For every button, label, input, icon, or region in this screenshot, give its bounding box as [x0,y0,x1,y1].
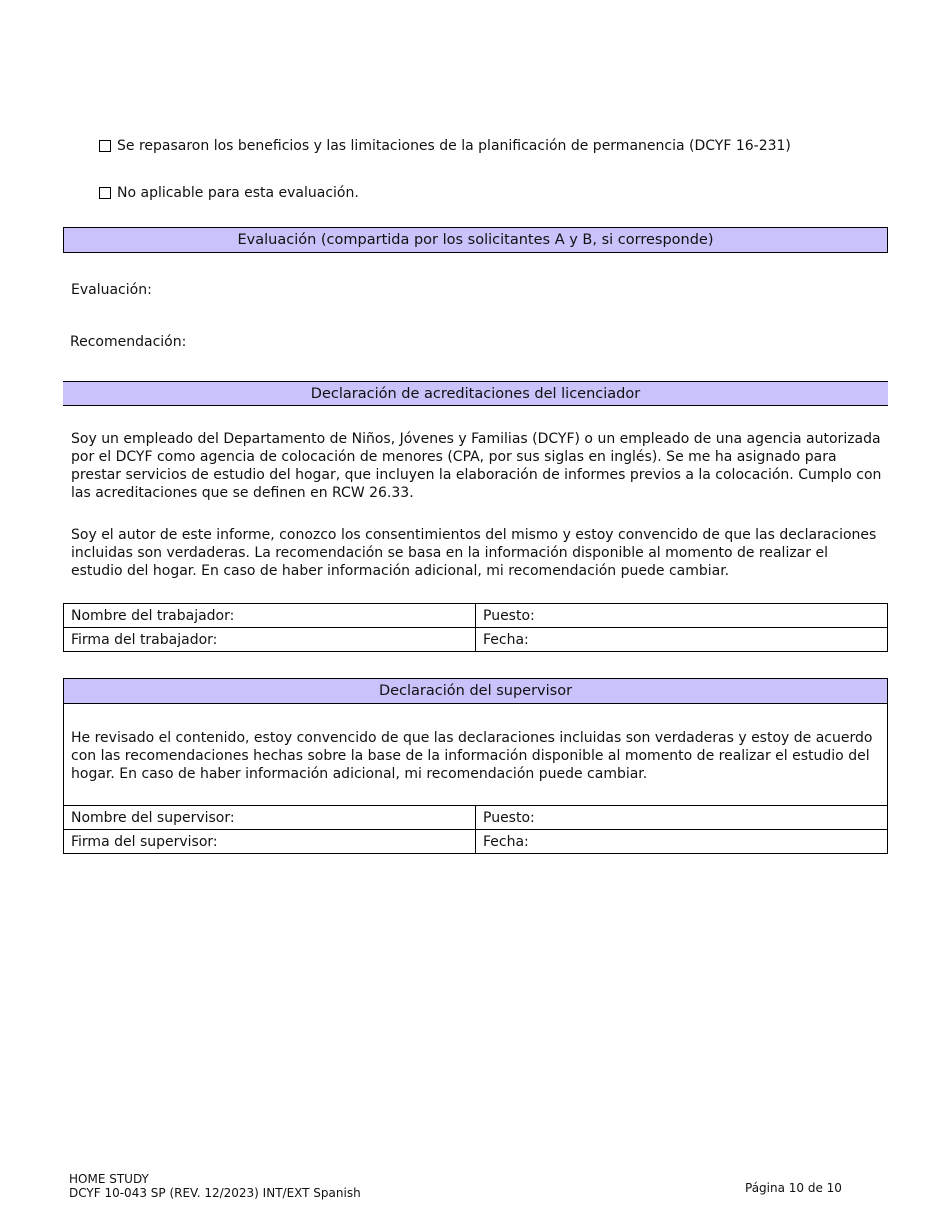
licensor-paragraph-1: Soy un empleado del Departamento de Niños, Jóvenes y Familias (DCYF) o un empleado de una agencia autorizada por el DCYF como agencia de colocación de menores (CPA, por sus siglas en inglés). Se me ha asignado para prestar servicios de estudio del hogar, que incluyen la elaboración de informes previos a la colocación. Cumplo con las acreditaciones que se definen en RCW 26.33. [71,431,882,501]
permanency-planning-label: Se repasaron los beneficios y las limitaciones de la planificación de permanencia (DCYF 16-231) [117,138,791,154]
supervisor-name-field[interactable]: Nombre del supervisor: [64,806,476,830]
evaluation-section-header: Evaluación (compartida por los solicitantes A y B, si corresponde) [63,227,888,253]
worker-name-field[interactable]: Nombre del trabajador: [64,604,476,628]
supervisor-signature-table [63,805,888,854]
supervisor-position-field[interactable]: Puesto: [476,806,888,830]
worker-date-field[interactable]: Fecha: [476,628,888,652]
permanency-planning-checkbox[interactable] [99,140,111,152]
table-row [64,628,888,652]
not-applicable-label: No aplicable para esta evaluación. [117,185,359,201]
licensor-section-header: Declaración de acreditaciones del licenciador [63,381,888,406]
supervisor-section-header: Declaración del supervisor [63,678,888,704]
licensor-paragraph-2: Soy el autor de este informe, conozco los consentimientos del mismo y estoy convencido de que las declaraciones incluidas son verdaderas. La recomendación se basa en la información disponible al momento de realizar el estudio del hogar. En caso de haber información adicional, mi recomendación puede cambiar. [71,527,877,579]
evaluation-label: Evaluación: [71,282,152,298]
supervisor-signature-field[interactable]: Firma del supervisor: [64,830,476,854]
page-number: Página 10 de 10 [745,1181,842,1195]
footer-title: HOME STUDY [69,1172,149,1186]
recommendation-label: Recomendación: [70,334,187,350]
footer-form-number: DCYF 10-043 SP (REV. 12/2023) INT/EXT Spanish [69,1186,361,1200]
supervisor-statement-box [63,703,888,806]
supervisor-date-field[interactable]: Fecha: [476,830,888,854]
table-row [64,830,888,854]
checkbox-row-permanency-planning[interactable] [99,137,791,155]
not-applicable-checkbox[interactable] [99,187,111,199]
checkbox-row-not-applicable[interactable] [99,184,359,202]
worker-signature-field[interactable]: Firma del trabajador: [64,628,476,652]
worker-signature-table [63,603,888,652]
table-row [64,604,888,628]
table-row [64,806,888,830]
supervisor-paragraph: He revisado el contenido, estoy convencido de que las declaraciones incluidas son verdaderas y estoy de acuerdo con las recomendaciones hechas sobre la base de la información disponible al momento de realizar el estudio del hogar. En caso de haber información adicional, mi recomendación puede cambiar. [71,730,873,782]
worker-position-field[interactable]: Puesto: [476,604,888,628]
footer-form-id [69,1172,361,1200]
